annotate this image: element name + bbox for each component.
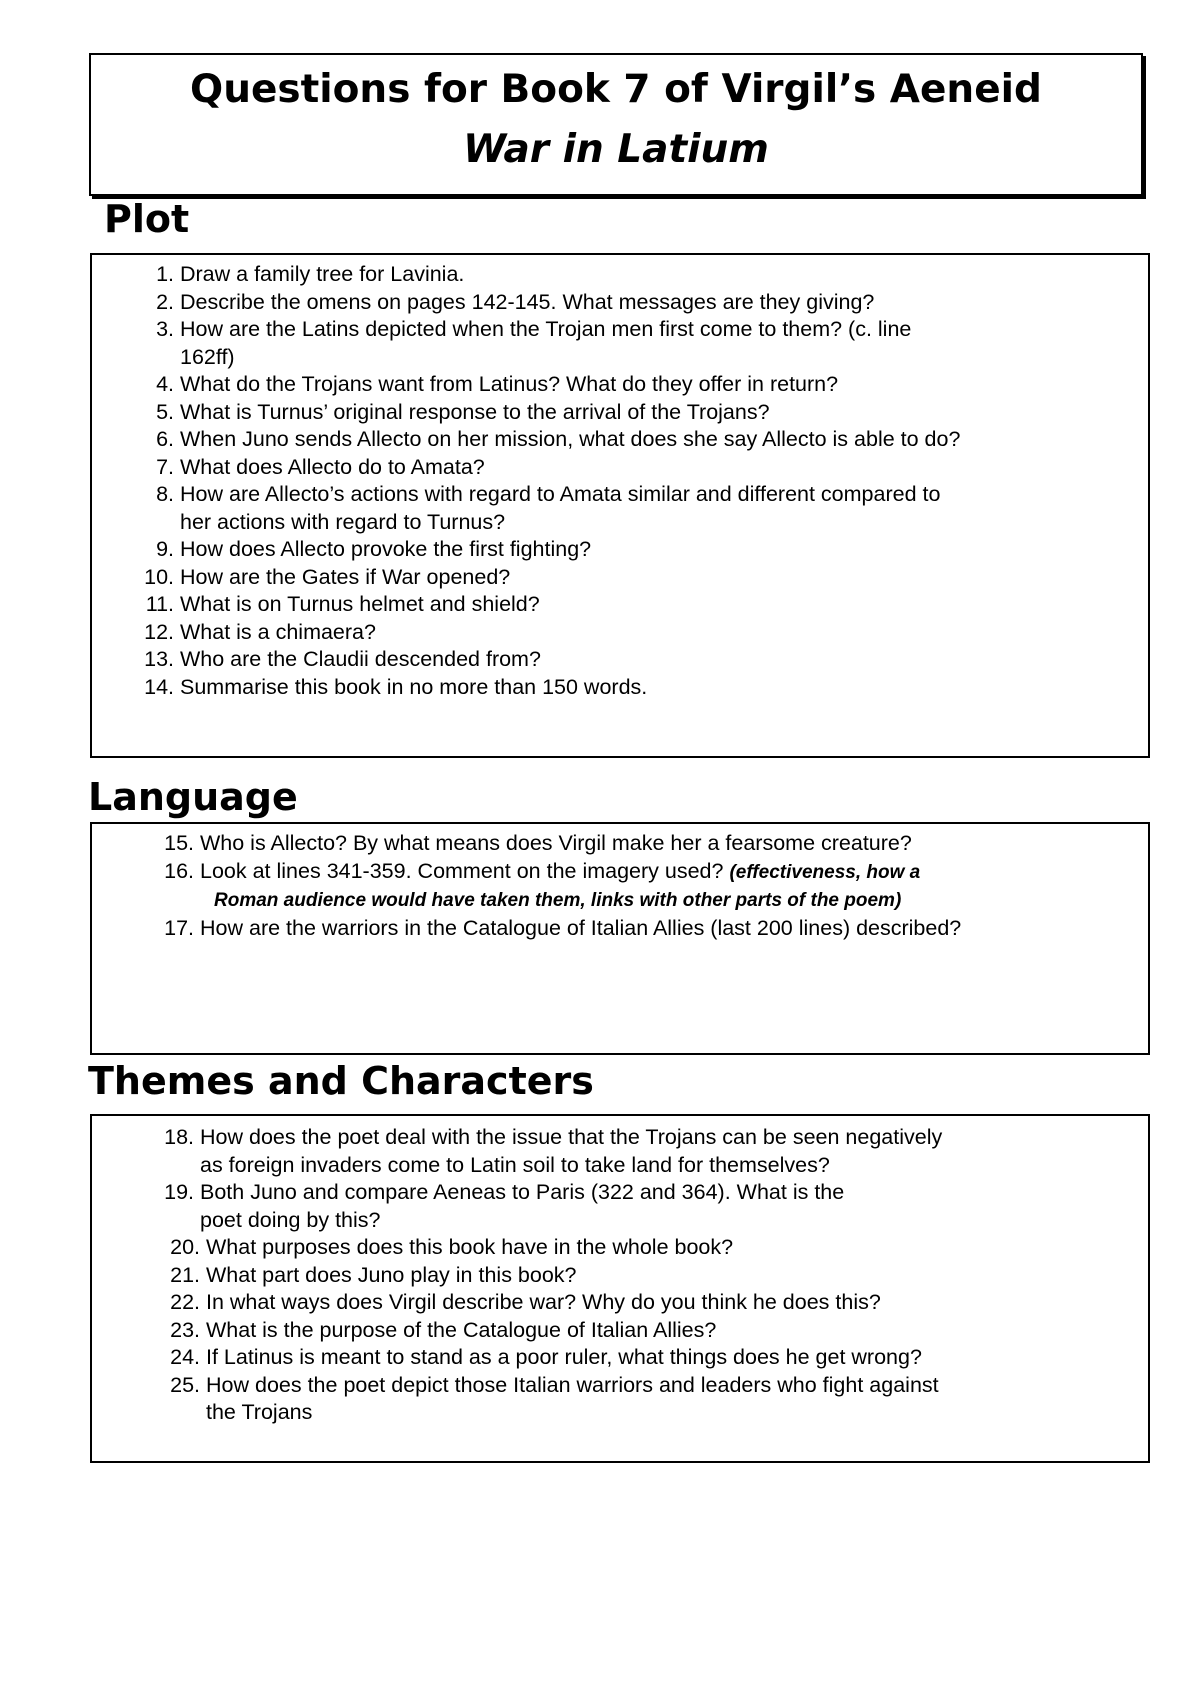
question-text: Who is Allecto? By what means does Virgil make her a fearsome creature?: [200, 831, 912, 855]
language-heading: Language: [88, 775, 298, 819]
question-text: How are the warriors in the Catalogue of Italian Allies (last 200 lines) described?: [200, 915, 962, 940]
question-text: How does the poet depict those Italian warriors and leaders who fight against: [206, 1372, 939, 1397]
question-text: What is the purpose of the Catalogue of Italian Allies?: [206, 1317, 717, 1342]
question-number: 14.: [144, 674, 174, 699]
question-note: Roman audience would have taken them, links with other parts of the poem): [214, 890, 902, 911]
question-text: What is Turnus’ original response to the arrival of the Trojans?: [180, 399, 770, 424]
question-text: the Trojans: [206, 1400, 313, 1424]
themes-box: [90, 1114, 1150, 1463]
list-item: [144, 674, 960, 702]
question-text: What part does Juno play in this book?: [206, 1262, 577, 1287]
list-item: [164, 830, 961, 858]
question-number: 25.: [170, 1372, 200, 1397]
question-text: How are Allecto’s actions with regard to Amata similar and different compared to: [180, 482, 941, 506]
list-item: [200, 1207, 942, 1235]
plot-box: [90, 253, 1150, 758]
list-item: [156, 426, 961, 454]
question-number: 20.: [170, 1235, 200, 1259]
question-number: 18.: [164, 1125, 194, 1149]
list-item: [180, 344, 960, 372]
list-item: [170, 1372, 939, 1400]
list-item: [156, 261, 960, 289]
question-text: How are the Latins depicted when the Trojan men first come to them? (c. line: [180, 317, 912, 341]
question-number: 3.: [156, 317, 174, 341]
list-item: [200, 886, 961, 915]
question-text: What purposes does this book have in the whole book?: [206, 1235, 734, 1259]
question-number: 21.: [170, 1262, 200, 1287]
question-number: 2.: [156, 289, 174, 314]
list-item: [144, 619, 960, 647]
list-item: [170, 1289, 939, 1317]
list-item: [156, 289, 960, 317]
question-text: How are the Gates if War opened?: [180, 564, 511, 589]
language-box: [90, 822, 1150, 1055]
question-number: 9.: [156, 537, 174, 561]
question-number: 6.: [156, 427, 174, 451]
list-item: [180, 509, 960, 537]
list-item: [164, 858, 961, 887]
question-number: 1.: [156, 262, 174, 286]
question-text: What do the Trojans want from Latinus? What do they offer in return?: [180, 372, 839, 396]
question-number: 10.: [144, 564, 174, 589]
list-item: [144, 564, 960, 592]
title-box: [89, 53, 1143, 196]
question-number: 11.: [145, 592, 174, 616]
themes-heading: Themes and Characters: [88, 1059, 594, 1103]
list-item: [145, 591, 960, 619]
list-item: [170, 1317, 939, 1345]
question-text: Describe the omens on pages 142-145. What messages are they giving?: [180, 289, 875, 314]
page-title: Questions for Book 7 of Virgil’s Aeneid: [190, 67, 1042, 112]
question-text: Both Juno and compare Aeneas to Paris (322 and 364). What is the: [200, 1180, 845, 1204]
question-text: If Latinus is meant to stand as a poor ruler, what things does he get wrong?: [206, 1345, 922, 1369]
themes-question-list-continued: [170, 1234, 939, 1427]
question-number: 24.: [170, 1345, 200, 1369]
list-item: [206, 1399, 939, 1427]
question-number: 23.: [170, 1317, 200, 1342]
question-number: 8.: [156, 482, 174, 506]
question-number: 4.: [156, 372, 174, 396]
question-number: 17.: [164, 915, 194, 940]
language-question-list: [164, 830, 962, 942]
list-item: [156, 399, 960, 427]
list-item: [170, 1234, 939, 1262]
question-note: (effectiveness, how a: [729, 861, 921, 883]
themes-question-list: [164, 1124, 943, 1234]
question-text: Draw a family tree for Lavinia.: [180, 262, 465, 286]
question-text: How does the poet deal with the issue that the Trojans can be seen negatively: [200, 1125, 943, 1149]
list-item: [144, 646, 960, 674]
question-number: 13.: [144, 647, 174, 671]
question-number: 12.: [144, 619, 174, 644]
question-text: How does Allecto provoke the first fighting?: [180, 537, 592, 561]
page-subtitle: War in Latium: [463, 127, 769, 172]
question-number: 19.: [164, 1180, 194, 1204]
question-number: 22.: [170, 1290, 200, 1314]
plot-question-list: [144, 261, 961, 701]
question-text: her actions with regard to Turnus?: [180, 509, 506, 534]
question-text: as foreign invaders come to Latin soil to take land for themselves?: [200, 1152, 830, 1177]
question-number: 15.: [164, 831, 194, 855]
list-item: [156, 371, 960, 399]
plot-heading: Plot: [104, 197, 190, 241]
question-text: What does Allecto do to Amata?: [180, 454, 485, 479]
question-text: poet doing by this?: [200, 1207, 381, 1232]
list-item: [156, 536, 960, 564]
list-item: [200, 1152, 942, 1180]
question-text: 162ff): [180, 344, 235, 369]
list-item: [164, 1124, 943, 1152]
question-text: Summarise this book in no more than 150 words.: [180, 674, 648, 699]
question-text: What is on Turnus helmet and shield?: [180, 592, 540, 616]
question-text: Who are the Claudii descended from?: [180, 647, 541, 671]
list-item: [156, 454, 960, 482]
list-item: [156, 316, 960, 344]
list-item: [164, 1179, 942, 1207]
list-item: [164, 915, 962, 943]
list-item: [156, 481, 960, 509]
question-text: In what ways does Virgil describe war? Why do you think he does this?: [206, 1290, 881, 1314]
question-text: Look at lines 341-359. Comment on the imagery used?: [200, 858, 724, 883]
list-item: [170, 1262, 939, 1290]
question-text: When Juno sends Allecto on her mission, what does she say Allecto is able to do?: [180, 427, 961, 451]
question-number: 16.: [164, 858, 194, 883]
list-item: [170, 1344, 939, 1372]
question-number: 5.: [156, 399, 174, 424]
question-text: What is a chimaera?: [180, 619, 376, 644]
question-number: 7.: [156, 454, 174, 479]
